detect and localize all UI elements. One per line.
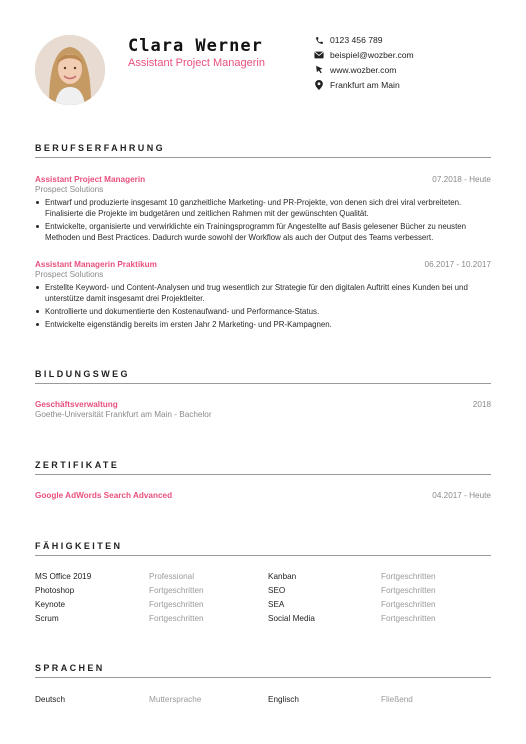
experience-date: 06.2017 - 10.2017 xyxy=(424,260,491,269)
contact-phone xyxy=(314,33,504,48)
skill-level: Fortgeschritten xyxy=(149,586,204,595)
section-divider xyxy=(35,555,491,556)
mail-icon xyxy=(314,50,324,60)
skill-level: Fortgeschritten xyxy=(381,614,436,623)
list-item: Erstellte Keyword- und Content-Analysen und trug wesentlich zur Strategie für den digitalen Auftritt eines Kunden bei und unterstütze damit insgesamt drei Projektleiter. xyxy=(35,282,491,304)
section-divider xyxy=(35,157,491,158)
experience-position: Assistant Project Managerin xyxy=(35,175,146,184)
language-level: Muttersprache xyxy=(149,695,202,704)
skill-name: Kanban xyxy=(268,572,297,581)
section-title-education: BILDUNGSWEG xyxy=(35,369,130,379)
skill-name: Keynote xyxy=(35,600,66,609)
skill-level: Professional xyxy=(149,572,195,581)
skills-row xyxy=(35,600,491,614)
skill-level: Fortgeschritten xyxy=(381,600,436,609)
location-pin-icon xyxy=(314,80,324,90)
language-level: Fließend xyxy=(381,695,413,704)
contact-email xyxy=(314,48,504,63)
skill-name: MS Office 2019 xyxy=(35,572,92,581)
list-item: Kontrollierte und dokumentierte den Kostenaufwand- und Performance-Status. xyxy=(35,306,491,317)
certificate-date: 04.2017 - Heute xyxy=(432,491,491,500)
skills-row xyxy=(35,572,491,586)
experience-company: Prospect Solutions xyxy=(35,270,104,279)
experience-company: Prospect Solutions xyxy=(35,185,104,194)
skill-name: Social Media xyxy=(268,614,315,623)
profile-photo xyxy=(35,35,105,105)
skills-row xyxy=(35,586,491,600)
language-name: Deutsch xyxy=(35,695,66,704)
list-item: Entwickelte, organisierte und verwirklichte ein Trainingsprogramm für Angestellte auf Basis gelesener Bücher zu neusten Methoden und Best Practices. Dadurch wurde sowohl der Workflow als auch der Output des Teams verbessert. xyxy=(35,221,491,243)
language-name: Englisch xyxy=(268,695,299,704)
experience-bullets xyxy=(35,282,491,332)
contact-website-text: www.wozber.com xyxy=(330,64,397,75)
skill-name: SEO xyxy=(268,586,286,595)
list-item: Entwarf und produzierte insgesamt 10 ganzheitliche Marketing- und PR-Projekte, von denen sich drei viral verbreiteten. Finalisierte die Projekte im budgetären und zeitlichen Rahmen mit der gewünschten Qualität. xyxy=(35,197,491,219)
skill-level: Fortgeschritten xyxy=(149,600,204,609)
section-divider xyxy=(35,383,491,384)
candidate-role: Assistant Project Managerin xyxy=(128,57,265,69)
candidate-name: Clara Werner xyxy=(128,36,263,56)
contact-website xyxy=(314,63,504,78)
phone-icon xyxy=(314,35,324,45)
website-pointer-icon xyxy=(314,65,324,75)
skill-level: Fortgeschritten xyxy=(381,572,436,581)
skill-name: SEA xyxy=(268,600,285,609)
contact-phone-text: 0123 456 789 xyxy=(330,35,383,46)
section-title-experience: BERUFSERFAHRUNG xyxy=(35,143,166,153)
section-title-certificates: ZERTIFIKATE xyxy=(35,460,120,470)
education-school: Goethe-Universität Frankfurt am Main - Bachelor xyxy=(35,410,212,419)
skill-name: Scrum xyxy=(35,614,59,623)
experience-bullets xyxy=(35,197,491,245)
languages-row xyxy=(35,695,491,709)
experience-date: 07.2018 - Heute xyxy=(432,175,491,184)
contact-location xyxy=(314,77,504,92)
skill-level: Fortgeschritten xyxy=(149,614,204,623)
experience-position: Assistant Managerin Praktikum xyxy=(35,260,157,269)
section-title-skills: FÄHIGKEITEN xyxy=(35,541,123,551)
section-title-languages: SPRACHEN xyxy=(35,663,105,673)
education-date: 2018 xyxy=(472,400,491,409)
contact-location-text: Frankfurt am Main xyxy=(330,79,400,90)
list-item: Entwickelte eigenständig bereits im ersten Jahr 2 Marketing- und PR-Kampagnen. xyxy=(35,319,491,330)
section-divider xyxy=(35,677,491,678)
skills-row xyxy=(35,614,491,628)
section-divider xyxy=(35,474,491,475)
skill-level: Fortgeschritten xyxy=(381,586,436,595)
certificate-name: Google AdWords Search Advanced xyxy=(35,491,173,500)
education-degree: Geschäftsverwaltung xyxy=(35,400,118,409)
contact-email-text: beispiel@wozber.com xyxy=(330,50,414,61)
skill-name: Photoshop xyxy=(35,586,75,595)
contact-info xyxy=(314,33,504,92)
